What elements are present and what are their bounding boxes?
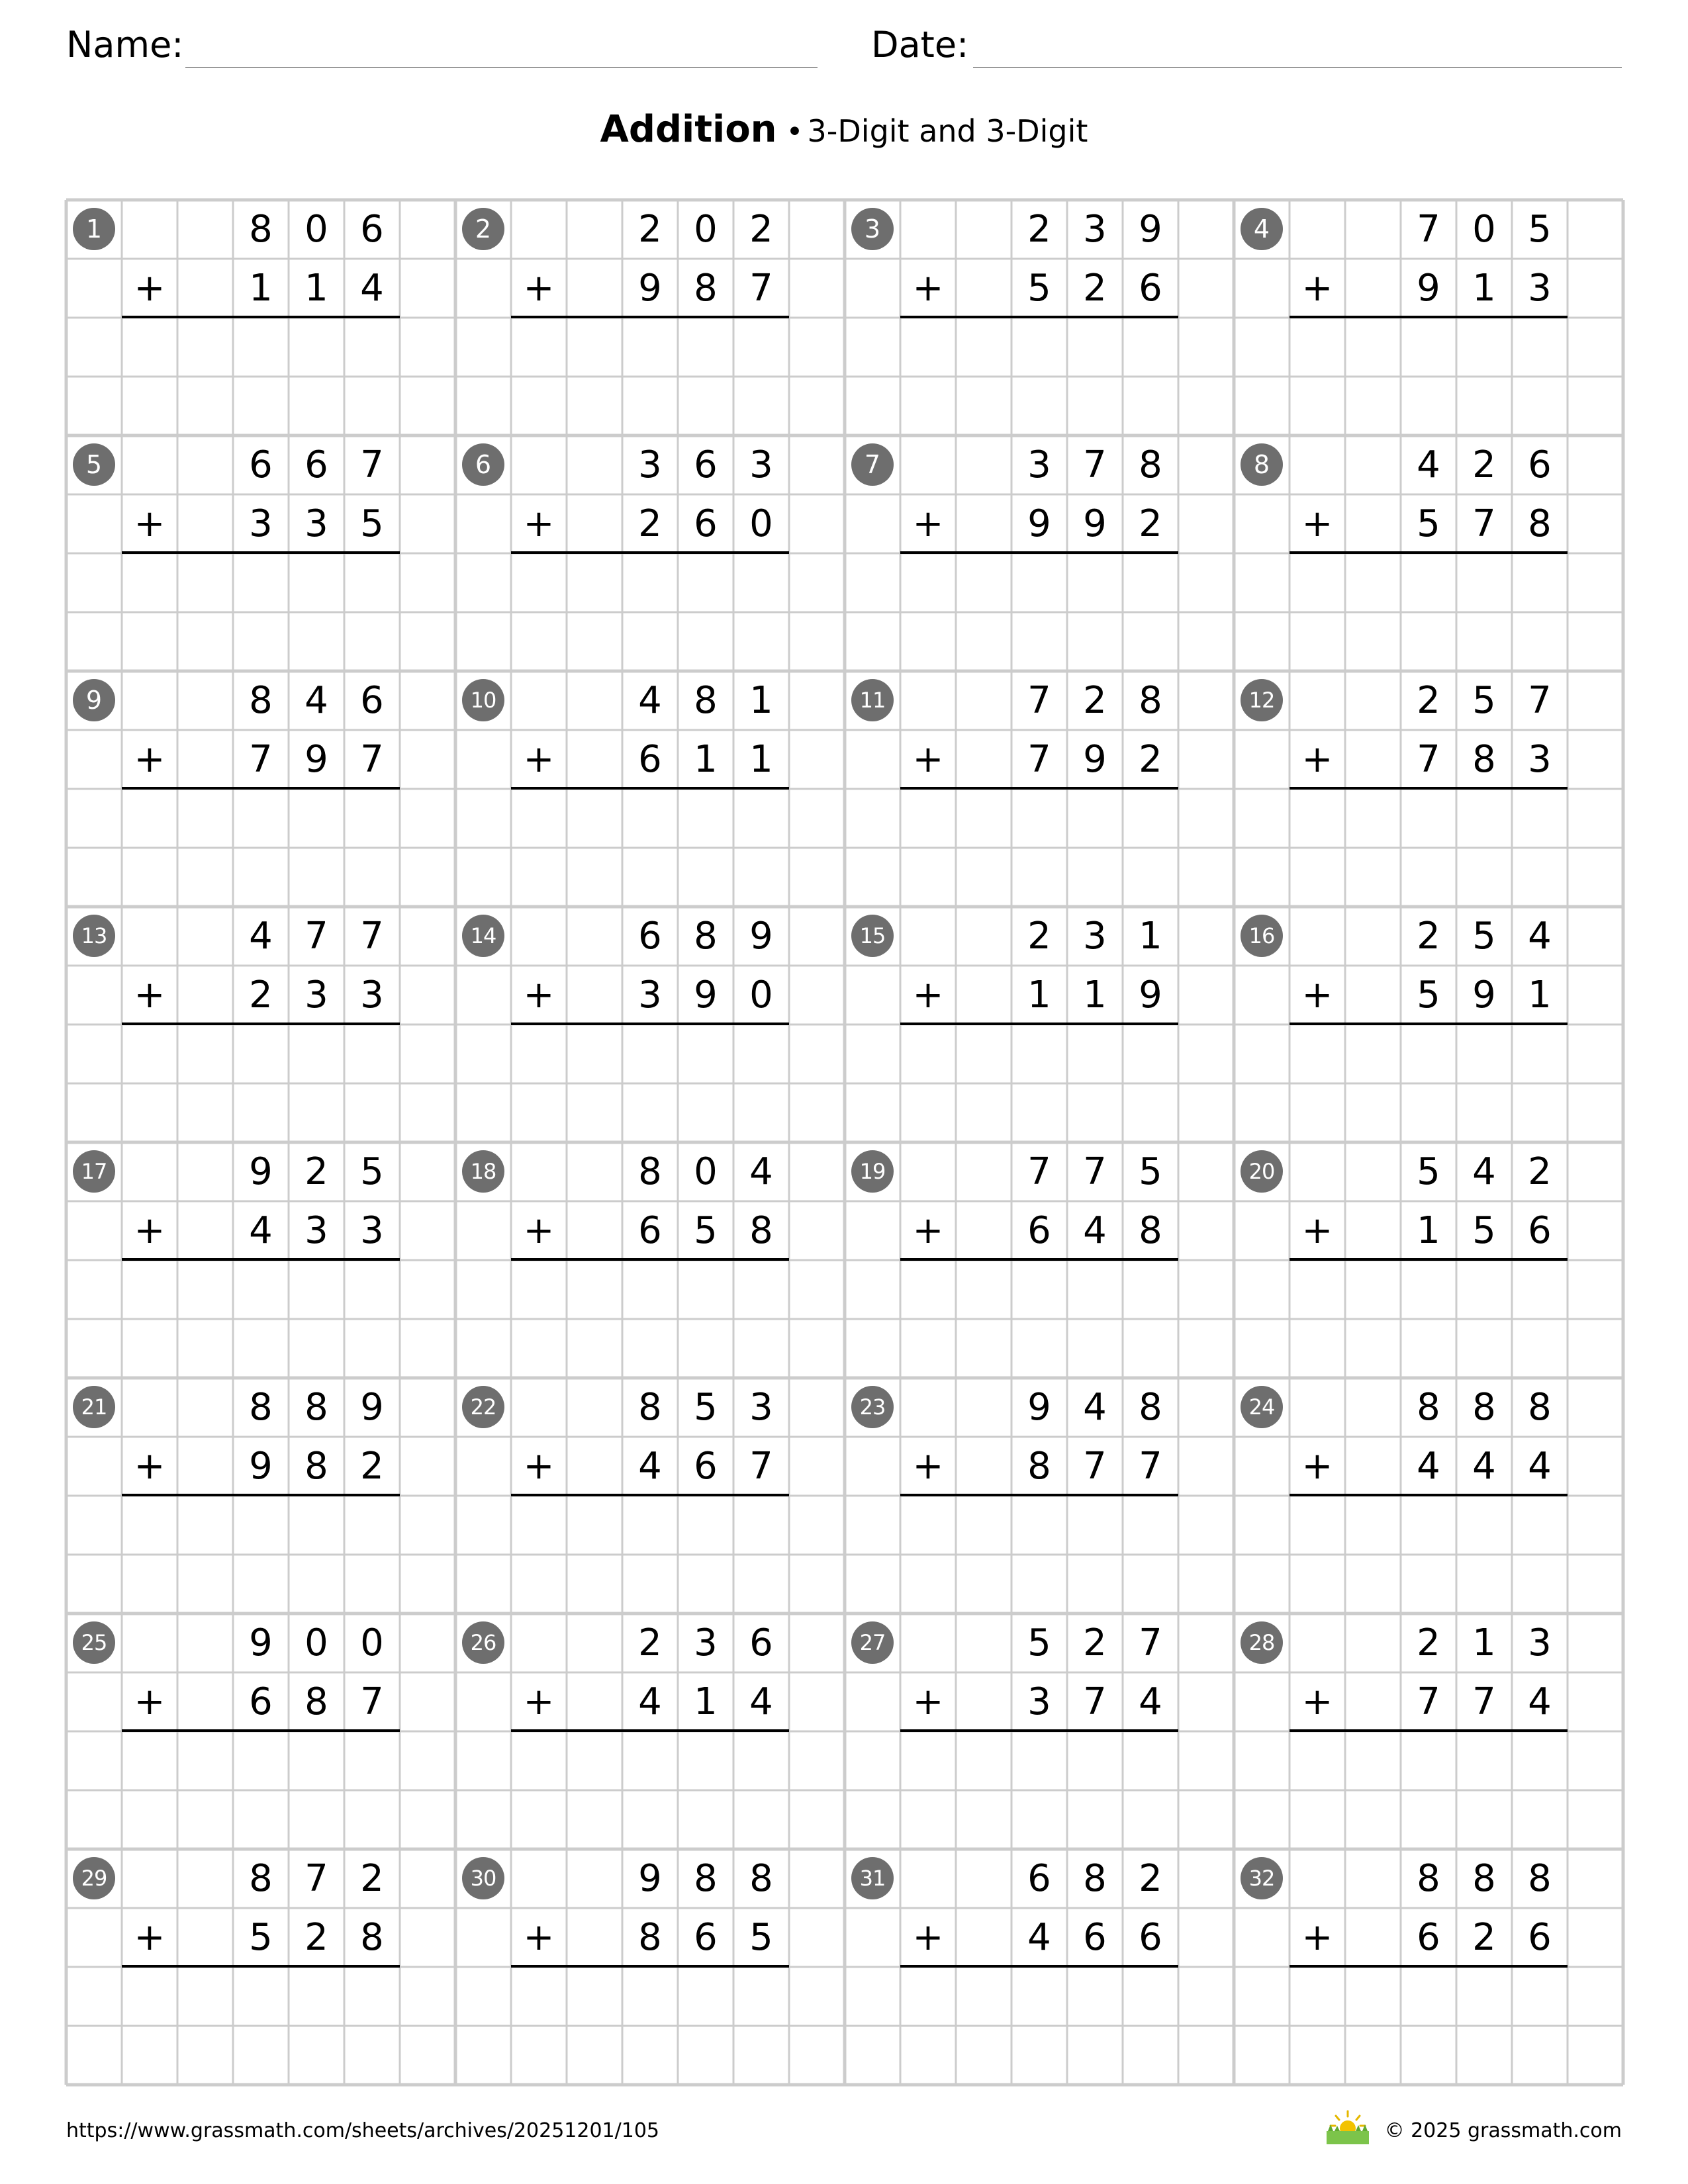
top-digit: 5 [1472,915,1496,958]
problem-number-badge: 1 [73,208,115,250]
bottom-digit: 6 [1528,1916,1552,1959]
bottom-digit: 2 [249,974,273,1017]
top-digit: 8 [1139,443,1162,486]
top-digit: 7 [1528,679,1552,722]
top-digit: 8 [249,208,273,251]
bottom-digit: 1 [749,738,773,781]
date-label: Date: [871,24,969,66]
bottom-digit: 4 [1472,1445,1496,1488]
plus-sign: + [1301,1445,1333,1488]
top-digit: 9 [360,1386,384,1429]
title-main: Addition [600,108,777,151]
answer-rule [122,551,400,554]
bottom-digit: 6 [1139,267,1162,310]
answer-rule [511,316,789,318]
bottom-digit: 7 [1417,1680,1440,1723]
plus-sign: + [523,1445,555,1488]
top-digit: 3 [1528,1621,1552,1664]
top-digit: 5 [360,1150,384,1193]
plus-sign: + [1301,1680,1333,1723]
top-digit: 3 [749,1386,773,1429]
bottom-digit: 9 [638,267,662,310]
top-digit: 6 [749,1621,773,1664]
top-digit: 7 [305,915,328,958]
problem-number-badge: 4 [1241,208,1283,250]
bottom-digit: 3 [638,974,662,1017]
bottom-digit: 3 [360,1209,384,1252]
top-digit: 8 [694,679,718,722]
name-label: Name: [66,24,184,66]
top-digit: 5 [694,1386,718,1429]
top-digit: 7 [1139,1621,1162,1664]
plus-sign: + [134,1680,165,1723]
bottom-digit: 4 [1528,1445,1552,1488]
top-digit: 9 [1027,1386,1051,1429]
problem-number-badge: 13 [73,915,115,957]
bottom-digit: 6 [638,738,662,781]
top-digit: 5 [1528,208,1552,251]
top-digit: 6 [360,679,384,722]
problem-number-badge: 26 [462,1621,504,1664]
problem-number-badge: 30 [462,1857,504,1899]
answer-rule [1289,1965,1568,1968]
bottom-digit: 6 [694,502,718,545]
bottom-digit: 5 [1417,502,1440,545]
bottom-digit: 9 [1139,974,1162,1017]
top-digit: 6 [638,915,662,958]
plus-sign: + [912,974,944,1017]
bottom-digit: 9 [1083,738,1107,781]
answer-rule [900,551,1178,554]
plus-sign: + [912,1680,944,1723]
bottom-digit: 5 [360,502,384,545]
top-digit: 8 [1139,679,1162,722]
top-digit: 8 [249,1386,273,1429]
problem-number-badge: 17 [73,1150,115,1193]
bottom-digit: 6 [638,1209,662,1252]
bottom-digit: 5 [1472,1209,1496,1252]
answer-rule [511,1494,789,1496]
problem-number-badge: 27 [851,1621,894,1664]
bottom-digit: 4 [1083,1209,1107,1252]
answer-rule [900,1023,1178,1025]
bottom-digit: 7 [360,738,384,781]
top-digit: 1 [1139,915,1162,958]
bottom-digit: 6 [249,1680,273,1723]
answer-rule [122,1258,400,1261]
top-digit: 0 [694,208,718,251]
answer-rule [1289,1258,1568,1261]
top-digit: 5 [1139,1150,1162,1193]
footer-copyright: © 2025 grassmath.com [1384,2119,1622,2142]
problem-number-badge: 24 [1241,1386,1283,1428]
top-digit: 0 [305,208,328,251]
problem-number-badge: 15 [851,915,894,957]
top-digit: 6 [249,443,273,486]
title-bullet: • [786,115,804,149]
top-digit: 2 [1528,1150,1552,1193]
bottom-digit: 6 [1417,1916,1440,1959]
plus-sign: + [134,974,165,1017]
answer-rule [511,1258,789,1261]
answer-rule [511,1729,789,1732]
top-digit: 2 [360,1857,384,1900]
top-digit: 0 [360,1621,384,1664]
answer-rule [1289,1494,1568,1496]
answer-rule [511,1965,789,1968]
problem-number-badge: 14 [462,915,504,957]
bottom-digit: 7 [1027,738,1051,781]
bottom-digit: 7 [1139,1445,1162,1488]
answer-rule [511,551,789,554]
problem-number-badge: 5 [73,443,115,486]
bottom-digit: 7 [1472,1680,1496,1723]
answer-rule [900,1258,1178,1261]
answer-rule [1289,787,1568,790]
answer-rule [900,787,1178,790]
bottom-digit: 9 [1417,267,1440,310]
problem-number-badge: 3 [851,208,894,250]
plus-sign: + [912,502,944,545]
top-digit: 2 [1027,915,1051,958]
answer-rule [1289,1729,1568,1732]
top-digit: 9 [1139,208,1162,251]
plus-sign: + [912,738,944,781]
plus-sign: + [523,738,555,781]
answer-rule [900,316,1178,318]
top-digit: 4 [1528,915,1552,958]
answer-rule [511,787,789,790]
top-digit: 6 [694,443,718,486]
bottom-digit: 4 [1417,1445,1440,1488]
bottom-digit: 1 [694,738,718,781]
top-digit: 8 [694,1857,718,1900]
top-digit: 4 [638,679,662,722]
bottom-digit: 6 [1027,1209,1051,1252]
bottom-digit: 8 [1528,502,1552,545]
problem-number-badge: 11 [851,679,894,721]
top-digit: 8 [694,915,718,958]
problem-number-badge: 23 [851,1386,894,1428]
top-digit: 2 [1139,1857,1162,1900]
top-digit: 6 [1528,443,1552,486]
bottom-digit: 6 [1139,1916,1162,1959]
bottom-digit: 2 [360,1445,384,1488]
top-digit: 8 [1083,1857,1107,1900]
bottom-digit: 5 [1027,267,1051,310]
bottom-digit: 4 [1027,1916,1051,1959]
bottom-digit: 8 [360,1916,384,1959]
bottom-digit: 1 [1417,1209,1440,1252]
bottom-digit: 9 [694,974,718,1017]
bottom-digit: 1 [305,267,328,310]
top-digit: 6 [1027,1857,1051,1900]
top-digit: 2 [638,208,662,251]
problem-number-badge: 7 [851,443,894,486]
plus-sign: + [523,267,555,310]
problem-number-badge: 18 [462,1150,504,1193]
plus-sign: + [134,502,165,545]
bottom-digit: 5 [749,1916,773,1959]
problem-number-badge: 29 [73,1857,115,1899]
top-digit: 2 [1417,1621,1440,1664]
bottom-digit: 4 [1139,1680,1162,1723]
top-digit: 2 [1472,443,1496,486]
bottom-digit: 3 [305,1209,328,1252]
plus-sign: + [1301,1916,1333,1959]
bottom-digit: 7 [249,738,273,781]
top-digit: 7 [1027,679,1051,722]
problem-number-badge: 2 [462,208,504,250]
top-digit: 7 [1027,1150,1051,1193]
top-digit: 7 [1417,208,1440,251]
bottom-digit: 3 [305,974,328,1017]
top-digit: 8 [1417,1386,1440,1429]
top-digit: 4 [749,1150,773,1193]
answer-rule [122,1023,400,1025]
top-digit: 4 [249,915,273,958]
top-digit: 3 [638,443,662,486]
answer-rule [511,1023,789,1025]
top-digit: 3 [749,443,773,486]
plus-sign: + [912,1916,944,1959]
top-digit: 9 [749,915,773,958]
top-digit: 5 [1472,679,1496,722]
top-digit: 9 [249,1150,273,1193]
plus-sign: + [1301,502,1333,545]
bottom-digit: 9 [1472,974,1496,1017]
top-digit: 5 [1027,1621,1051,1664]
top-digit: 2 [749,208,773,251]
bottom-digit: 0 [749,502,773,545]
answer-rule [122,316,400,318]
answer-rule [900,1494,1178,1496]
bottom-digit: 7 [749,267,773,310]
top-digit: 1 [749,679,773,722]
bottom-digit: 2 [1083,267,1107,310]
bottom-digit: 7 [360,1680,384,1723]
answer-rule [900,1729,1178,1732]
problem-number-badge: 6 [462,443,504,486]
bottom-digit: 8 [1027,1445,1051,1488]
bottom-digit: 8 [694,267,718,310]
bottom-digit: 3 [360,974,384,1017]
top-digit: 6 [305,443,328,486]
problem-number-badge: 16 [1241,915,1283,957]
bottom-digit: 6 [694,1916,718,1959]
bottom-digit: 9 [249,1445,273,1488]
plus-sign: + [1301,267,1333,310]
bottom-digit: 4 [249,1209,273,1252]
top-digit: 2 [305,1150,328,1193]
problem-number-badge: 19 [851,1150,894,1193]
bottom-digit: 4 [638,1680,662,1723]
answer-rule [1289,316,1568,318]
bottom-digit: 4 [1528,1680,1552,1723]
bottom-digit: 0 [749,974,773,1017]
answer-rule [1289,1023,1568,1025]
problem-number-badge: 28 [1241,1621,1283,1664]
bottom-digit: 4 [749,1680,773,1723]
bottom-digit: 2 [638,502,662,545]
top-digit: 7 [305,1857,328,1900]
top-digit: 8 [1417,1857,1440,1900]
bottom-digit: 2 [1472,1916,1496,1959]
grass-sun-logo-icon [1324,2109,1372,2146]
bottom-digit: 9 [305,738,328,781]
top-digit: 8 [1528,1857,1552,1900]
top-digit: 2 [1083,679,1107,722]
bottom-digit: 2 [1139,738,1162,781]
answer-rule [122,1729,400,1732]
top-digit: 8 [249,1857,273,1900]
problem-number-badge: 12 [1241,679,1283,721]
top-digit: 9 [638,1857,662,1900]
bottom-digit: 1 [1472,267,1496,310]
top-digit: 7 [360,915,384,958]
bottom-digit: 9 [1027,502,1051,545]
top-digit: 8 [1472,1386,1496,1429]
problem-number-badge: 21 [73,1386,115,1428]
top-digit: 0 [1472,208,1496,251]
bottom-digit: 8 [638,1916,662,1959]
plus-sign: + [523,974,555,1017]
top-digit: 4 [305,679,328,722]
plus-sign: + [912,267,944,310]
bottom-digit: 7 [749,1445,773,1488]
problem-number-badge: 31 [851,1857,894,1899]
plus-sign: + [134,1209,165,1252]
top-digit: 4 [1472,1150,1496,1193]
bottom-digit: 1 [1027,974,1051,1017]
answer-rule [900,1965,1178,1968]
plus-sign: + [523,1916,555,1959]
bottom-digit: 2 [1139,502,1162,545]
bottom-digit: 6 [694,1445,718,1488]
top-digit: 4 [1417,443,1440,486]
top-digit: 8 [638,1386,662,1429]
top-digit: 2 [1417,679,1440,722]
top-digit: 8 [1139,1386,1162,1429]
top-digit: 8 [305,1386,328,1429]
answer-rule [122,787,400,790]
bottom-digit: 8 [305,1680,328,1723]
problem-number-badge: 25 [73,1621,115,1664]
bottom-digit: 3 [305,502,328,545]
top-digit: 8 [1472,1857,1496,1900]
plus-sign: + [134,738,165,781]
bottom-digit: 8 [305,1445,328,1488]
top-digit: 6 [360,208,384,251]
bottom-digit: 1 [1528,974,1552,1017]
top-digit: 3 [1083,208,1107,251]
footer-url: https://www.grassmath.com/sheets/archives/20251201/105 [66,2119,660,2142]
bottom-digit: 8 [1472,738,1496,781]
answer-rule [122,1494,400,1496]
top-digit: 3 [694,1621,718,1664]
top-digit: 8 [749,1857,773,1900]
bottom-digit: 8 [1139,1209,1162,1252]
plus-sign: + [1301,974,1333,1017]
bottom-digit: 9 [1083,502,1107,545]
bottom-digit: 1 [1083,974,1107,1017]
problem-number-badge: 22 [462,1386,504,1428]
plus-sign: + [134,267,165,310]
plus-sign: + [523,1680,555,1723]
bottom-digit: 3 [1528,738,1552,781]
problem-number-badge: 8 [1241,443,1283,486]
bottom-digit: 3 [1528,267,1552,310]
top-digit: 9 [249,1621,273,1664]
top-digit: 2 [1417,915,1440,958]
plus-sign: + [912,1445,944,1488]
top-digit: 4 [1083,1386,1107,1429]
top-digit: 8 [1528,1386,1552,1429]
bottom-digit: 5 [249,1916,273,1959]
bottom-digit: 3 [1027,1680,1051,1723]
bottom-digit: 1 [694,1680,718,1723]
top-digit: 7 [1083,443,1107,486]
bottom-digit: 6 [1083,1916,1107,1959]
top-digit: 8 [638,1150,662,1193]
bottom-digit: 7 [1083,1680,1107,1723]
plus-sign: + [1301,1209,1333,1252]
problem-number-badge: 32 [1241,1857,1283,1899]
problem-number-badge: 9 [73,679,115,721]
top-digit: 0 [305,1621,328,1664]
top-digit: 3 [1083,915,1107,958]
bottom-digit: 5 [1417,974,1440,1017]
top-digit: 2 [1083,1621,1107,1664]
top-digit: 3 [1027,443,1051,486]
top-digit: 1 [1472,1621,1496,1664]
top-digit: 8 [249,679,273,722]
bottom-digit: 5 [694,1209,718,1252]
plus-sign: + [134,1916,165,1959]
bottom-digit: 6 [1528,1209,1552,1252]
bottom-digit: 7 [1472,502,1496,545]
plus-sign: + [523,1209,555,1252]
bottom-digit: 7 [1417,738,1440,781]
plus-sign: + [912,1209,944,1252]
bottom-digit: 4 [638,1445,662,1488]
plus-sign: + [134,1445,165,1488]
problem-number-badge: 10 [462,679,504,721]
bottom-digit: 1 [249,267,273,310]
problem-number-badge: 20 [1241,1150,1283,1193]
top-digit: 0 [694,1150,718,1193]
top-digit: 7 [1083,1150,1107,1193]
plus-sign: + [523,502,555,545]
bottom-digit: 2 [305,1916,328,1959]
top-digit: 2 [1027,208,1051,251]
bottom-digit: 4 [360,267,384,310]
plus-sign: + [1301,738,1333,781]
answer-rule [1289,551,1568,554]
answer-rule [122,1965,400,1968]
top-digit: 5 [1417,1150,1440,1193]
bottom-digit: 7 [1083,1445,1107,1488]
bottom-digit: 8 [749,1209,773,1252]
top-digit: 7 [360,443,384,486]
bottom-digit: 3 [249,502,273,545]
title-subtitle: 3-Digit and 3-Digit [807,113,1088,149]
top-digit: 2 [638,1621,662,1664]
